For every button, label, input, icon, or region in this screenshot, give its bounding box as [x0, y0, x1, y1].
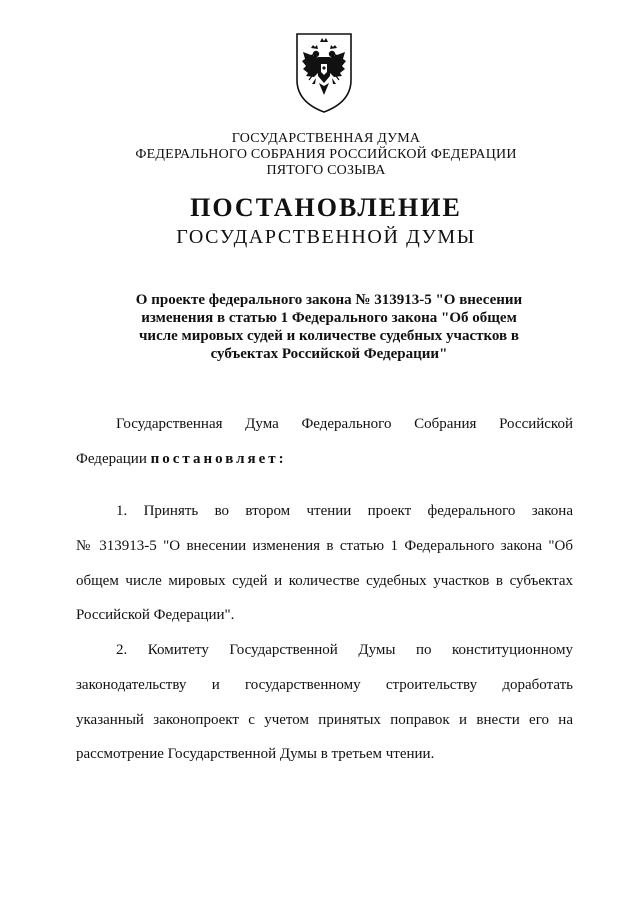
- paragraph-2-line-1: 2. Комитету Государственной Думы по конституционному: [116, 642, 573, 658]
- org-name-line-2: ФЕДЕРАЛЬНОГО СОБРАНИЯ РОССИЙСКОЙ ФЕДЕРАЦИИ: [135, 147, 517, 162]
- subject-line: числе мировых судей и количестве судебных участков в: [138, 328, 520, 344]
- subject-line: субъектах Российской Федерации": [210, 346, 448, 362]
- paragraph-1-line-1: 1. Принять во втором чтении проект федерального закона: [116, 503, 573, 519]
- preamble-line-1: Государственная Дума Федерального Собрания Российской: [116, 416, 573, 432]
- paragraph-2-line-4: рассмотрение Государственной Думы в третьем чтении.: [76, 746, 435, 762]
- resolves-keyword: постановляет:: [150, 451, 287, 467]
- document-type-title: ПОСТАНОВЛЕНИЕ: [190, 193, 462, 222]
- org-name-line-1: ГОСУДАРСТВЕННАЯ ДУМА: [231, 131, 421, 146]
- subject-line: О проекте федерального закона № 313913-5 "О внесении: [135, 292, 523, 308]
- preamble-line-2: [76, 450, 573, 468]
- paragraph-1-line-3: общем числе мировых судей и количестве судебных участков в субъектах: [76, 573, 573, 589]
- subject-line: изменения в статью 1 Федерального закона "Об общем: [141, 310, 517, 326]
- paragraph-1-line-4: Российской Федерации".: [76, 607, 235, 623]
- paragraph-2-line-2: законодательству и государственному строительству доработать: [76, 677, 573, 693]
- paragraph-1-line-2: № 313913-5 "О внесении изменения в статью 1 Федерального закона "Об: [76, 538, 573, 554]
- document-issuer-subtitle: ГОСУДАРСТВЕННОЙ ДУМЫ: [176, 226, 476, 248]
- preamble-text: Федерации: [76, 451, 151, 467]
- double-headed-eagle-icon: [292, 28, 356, 116]
- resolution-subject: [100, 291, 558, 363]
- coat-of-arms-emblem: [292, 28, 356, 116]
- paragraph-2-line-3: указанный законопроект с учетом принятых поправок и внести его на: [76, 712, 573, 728]
- org-name-line-3: ПЯТОГО СОЗЫВА: [266, 163, 386, 178]
- issuer-header: [0, 131, 640, 179]
